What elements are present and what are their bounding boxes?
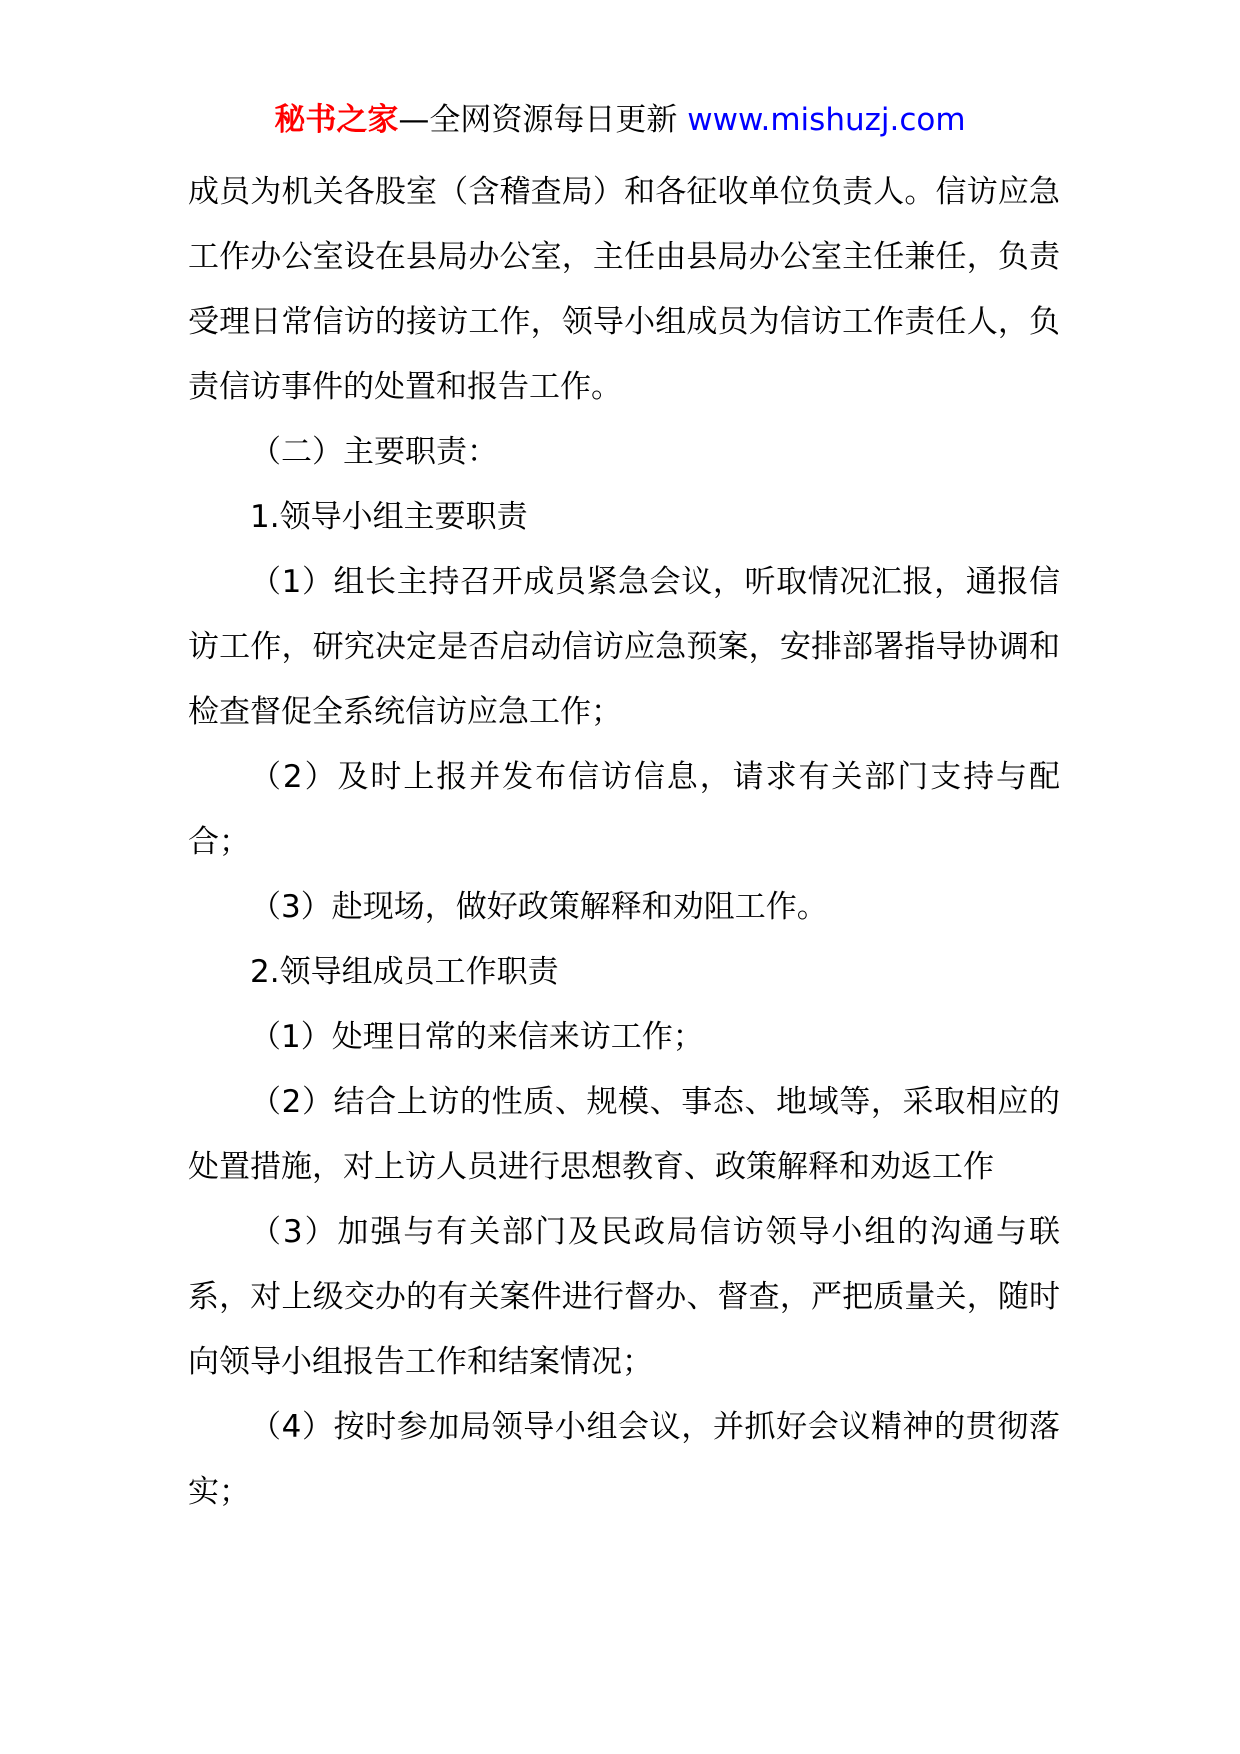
list-item: （2）结合上访的性质、规模、事态、地域等，采取相应的处置措施，对上访人员进行思想教育、政策解释和劝返工作 <box>188 1084 1060 1185</box>
subheading-leader-group-duties: 1.领导小组主要职责 <box>250 499 528 535</box>
paragraph-members: 成员为机关各股室（含稽查局）和各征收单位负责人。信访应急工作办公室设在县局办公室，主任由县局办公室主任兼任，负责受理日常信访的接访工作，领导小组成员为信访工作责任人，负责信访事件的处置和报告工作。 <box>188 174 1060 405</box>
list-item: （2）及时上报并发布信访信息，请求有关部门支持与配合； <box>188 759 1060 860</box>
list-item: （1）组长主持召开成员紧急会议，听取情况汇报，通报信访工作，研究决定是否启动信访应急预案，安排部署指导协调和检查督促全系统信访应急工作； <box>188 564 1060 730</box>
section-heading-main-duties: （二）主要职责： <box>250 434 498 470</box>
document-body <box>188 160 1060 1525</box>
list-item: （3）赴现场，做好政策解释和劝阻工作。 <box>250 889 828 925</box>
list-item: （1）处理日常的来信来访工作； <box>250 1019 704 1055</box>
list-item: （4）按时参加局领导小组会议，并抓好会议精神的贯彻落实； <box>188 1409 1060 1510</box>
list-item: （3）加强与有关部门及民政局信访领导小组的沟通与联系，对上级交办的有关案件进行督办、督查，严把质量关，随时向领导小组报告工作和结案情况； <box>188 1214 1060 1380</box>
website-link[interactable]: www.mishuzj.com <box>687 102 966 138</box>
page-header <box>0 100 1240 140</box>
brand-name: 秘书之家 <box>274 102 399 138</box>
subheading-member-duties: 2.领导组成员工作职责 <box>250 954 559 990</box>
header-tagline: —全网资源每日更新 <box>398 102 688 138</box>
